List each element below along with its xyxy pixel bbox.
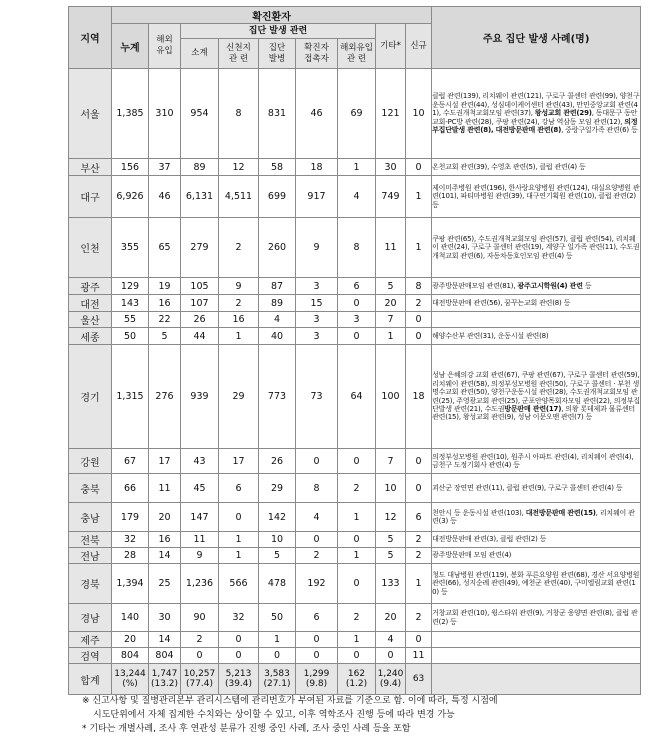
header-confirmed: 확진환자 <box>112 7 432 24</box>
footnote-1: ※ 신고사항 및 질병관리본부 관리시스템에 관리번호가 부여된 자료를 기준으로 함. 이에 따라, 특정 시점에 <box>82 696 498 706</box>
total-examples <box>432 664 641 695</box>
other-cell: 20 <box>376 295 406 312</box>
example-text: 대전방문판매 관련(56), 꿈꾸는교회 관련(8) 등 <box>432 298 571 307</box>
cumulative-cell: 50 <box>112 328 149 345</box>
subtotal-cell: 1,236 <box>181 564 219 604</box>
subtotal-cell: 6,131 <box>181 176 219 218</box>
examples-cell <box>432 604 641 632</box>
shincheonji-cell: 1 <box>219 532 259 548</box>
other-cell: 5 <box>376 532 406 548</box>
subtotal-cell: 43 <box>181 449 219 474</box>
shincheonji-cell: 0 <box>219 503 259 532</box>
region-cell: 세종 <box>69 328 112 345</box>
table-row <box>69 449 641 474</box>
examples-cell <box>432 312 641 328</box>
total-cumulative: 13,244 (%) <box>112 664 149 695</box>
header-new: 신규 <box>406 24 432 69</box>
overseas-cell: 14 <box>149 548 181 564</box>
header-cumulative: 누계 <box>112 24 149 69</box>
contact-cell: 73 <box>296 345 338 449</box>
region-cell: 충남 <box>69 503 112 532</box>
cluster-outbreak-cell: 1 <box>259 632 296 648</box>
shincheonji-cell: 12 <box>219 159 259 176</box>
subtotal-cell: 90 <box>181 604 219 632</box>
cumulative-cell: 804 <box>112 648 149 664</box>
cumulative-cell: 67 <box>112 449 149 474</box>
other-cell: 5 <box>376 548 406 564</box>
header-overseas-related: 해외유입 관 련 <box>338 39 376 69</box>
new-cell: 0 <box>406 312 432 328</box>
overseas-related-cell: 0 <box>338 328 376 345</box>
total-new: 63 <box>406 664 432 695</box>
overseas-related-cell: 1 <box>338 159 376 176</box>
table-row <box>69 564 641 604</box>
examples-cell <box>432 532 641 548</box>
other-cell: 1 <box>376 328 406 345</box>
other-cell: 100 <box>376 345 406 449</box>
subtotal-cell: 954 <box>181 69 219 159</box>
example-text: 클럽 관련(139), 리치웨이 관련(121), 구로구 콜센터 관련(99), 양천구운동시설 관련(44), 성심데이케어센터 관련(43), 만민중앙교회 관련(41), 수도권개척교회모임 관련(37), <box>432 92 640 118</box>
cumulative-cell: 143 <box>112 295 149 312</box>
table-row <box>69 176 641 218</box>
total-other: 1,240 (9.4) <box>376 664 406 695</box>
example-text: 괴산군 장연면 관련(11), 클럽 관련(9), 구로구 콜센터 관련(4) 등 <box>432 483 623 492</box>
cumulative-cell: 1,385 <box>112 69 149 159</box>
cumulative-cell: 355 <box>112 218 149 278</box>
shincheonji-cell: 4,511 <box>219 176 259 218</box>
shincheonji-cell: 2 <box>219 218 259 278</box>
example-highlight: 왕성교회 관련(29) <box>534 109 592 118</box>
cumulative-cell: 6,926 <box>112 176 149 218</box>
other-cell: 20 <box>376 604 406 632</box>
examples-cell <box>432 278 641 295</box>
overseas-related-cell: 2 <box>338 604 376 632</box>
contact-cell: 9 <box>296 218 338 278</box>
region-cell: 대구 <box>69 176 112 218</box>
subtotal-cell: 147 <box>181 503 219 532</box>
other-cell: 133 <box>376 564 406 604</box>
examples-cell <box>432 449 641 474</box>
header-shincheonji: 신천지 관 련 <box>219 39 259 69</box>
total-overseas-related: 162 (1.2) <box>338 664 376 695</box>
total-subtotal: 10,257 (77.4) <box>181 664 219 695</box>
header-other: 기타* <box>376 24 406 69</box>
contact-cell: 0 <box>296 648 338 664</box>
overseas-cell: 22 <box>149 312 181 328</box>
new-cell: 0 <box>406 449 432 474</box>
cluster-outbreak-cell: 10 <box>259 532 296 548</box>
cluster-outbreak-cell: 50 <box>259 604 296 632</box>
contact-cell: 917 <box>296 176 338 218</box>
overseas-related-cell: 64 <box>338 345 376 449</box>
confirmed-cases-table <box>68 6 641 695</box>
examples-cell <box>432 218 641 278</box>
other-cell: 30 <box>376 159 406 176</box>
example-text: 의정부성모병원 관련(10), 원주시 아파트 관련(4), 리치웨이 관련(4), 금천구 도정기회사 관련(4) 등 <box>432 452 634 469</box>
examples-cell <box>432 648 641 664</box>
other-cell: 7 <box>376 312 406 328</box>
example-text: 광주방문판매모임 관련(81), <box>432 281 518 290</box>
table-row <box>69 345 641 449</box>
new-cell: 0 <box>406 328 432 345</box>
total-row <box>69 664 641 695</box>
overseas-related-cell: 1 <box>338 503 376 532</box>
new-cell: 6 <box>406 503 432 532</box>
cluster-outbreak-cell: 0 <box>259 648 296 664</box>
shincheonji-cell: 16 <box>219 312 259 328</box>
other-cell: 749 <box>376 176 406 218</box>
example-text: 성남 은혜의강 교회 관련(67), 쿠팡 관련(67), 구로구 콜센터 관련(59), 리치웨이 관련(58), 의정부성모병원 관련(50), 구로구 콜센터 · 부천 생명수교회 관련(50), 양천구운동시설 관련(28), 수도권개척교회모임 관련(25), 주영광교회 관련(25), 군포안양목회자모임 관련(22), 의정부집단발생 관련(21), 수도권 <box>432 371 640 413</box>
overseas-cell: 65 <box>149 218 181 278</box>
example-highlight: 방문판매 관련(17) <box>504 404 562 413</box>
other-cell: 121 <box>376 69 406 159</box>
overseas-related-cell: 0 <box>338 564 376 604</box>
other-cell: 7 <box>376 449 406 474</box>
region-cell: 대전 <box>69 295 112 312</box>
new-cell: 8 <box>406 278 432 295</box>
cumulative-cell: 55 <box>112 312 149 328</box>
table-row <box>69 312 641 328</box>
region-cell: 강원 <box>69 449 112 474</box>
subtotal-cell: 45 <box>181 474 219 503</box>
cluster-outbreak-cell: 29 <box>259 474 296 503</box>
new-cell: 18 <box>406 345 432 449</box>
table-row <box>69 328 641 345</box>
region-cell: 경남 <box>69 604 112 632</box>
header-examples: 주요 집단 발생 사례(명) <box>432 7 641 69</box>
total-label: 합계 <box>69 664 112 695</box>
contact-cell: 3 <box>296 328 338 345</box>
contact-cell: 3 <box>296 312 338 328</box>
subtotal-cell: 9 <box>181 548 219 564</box>
subtotal-cell: 0 <box>181 648 219 664</box>
subtotal-cell: 44 <box>181 328 219 345</box>
header-cluster-outbreak: 집단 발병 <box>259 39 296 69</box>
example-highlight: 대전방문판매 관련(15) <box>525 508 596 517</box>
table-row <box>69 548 641 564</box>
examples-cell <box>432 295 641 312</box>
overseas-cell: 16 <box>149 295 181 312</box>
region-cell: 서울 <box>69 69 112 159</box>
cluster-outbreak-cell: 58 <box>259 159 296 176</box>
footnotes <box>82 694 642 736</box>
example-text: 제이미주병원 관련(196), 한사랑요양병원 관련(124), 대실요양병원 관련(101), 파티마병원 관련(39), 대구연기획원 관련(10), 클럽 관련(2) 등 <box>432 183 640 209</box>
example-text: 온천교회 관련(39), 수영초 관련(5), 클럽 관련(4) 등 <box>432 162 586 171</box>
subtotal-cell: 89 <box>181 159 219 176</box>
example-text: 거창교회 관련(10), 윙스타워 관련(9), 거창군 웅양면 관련(8), 클럽 관련(2) 등 <box>432 609 638 626</box>
overseas-related-cell: 1 <box>338 632 376 648</box>
table-row <box>69 278 641 295</box>
other-cell: 12 <box>376 503 406 532</box>
total-shincheonji: 5,213 (39.4) <box>219 664 259 695</box>
cumulative-cell: 32 <box>112 532 149 548</box>
examples-cell <box>432 548 641 564</box>
region-cell: 부산 <box>69 159 112 176</box>
cumulative-cell: 1,394 <box>112 564 149 604</box>
overseas-related-cell: 6 <box>338 278 376 295</box>
contact-cell: 0 <box>296 449 338 474</box>
example-highlight: 광주고시학원(4) 관련 <box>517 281 583 290</box>
overseas-related-cell: 0 <box>338 295 376 312</box>
cumulative-cell: 28 <box>112 548 149 564</box>
shincheonji-cell: 1 <box>219 328 259 345</box>
contact-cell: 46 <box>296 69 338 159</box>
example-text: , 중랑구일가족 관련(6) 등 <box>561 126 638 135</box>
subtotal-cell: 939 <box>181 345 219 449</box>
subtotal-cell: 2 <box>181 632 219 648</box>
subtotal-cell: 105 <box>181 278 219 295</box>
cluster-outbreak-cell: 89 <box>259 295 296 312</box>
examples-cell <box>432 328 641 345</box>
overseas-cell: 25 <box>149 564 181 604</box>
overseas-cell: 14 <box>149 632 181 648</box>
shincheonji-cell: 32 <box>219 604 259 632</box>
subtotal-cell: 107 <box>181 295 219 312</box>
region-cell: 광주 <box>69 278 112 295</box>
cumulative-cell: 140 <box>112 604 149 632</box>
overseas-related-cell: 0 <box>338 648 376 664</box>
cluster-outbreak-cell: 87 <box>259 278 296 295</box>
header-region: 지역 <box>69 7 112 69</box>
shincheonji-cell: 17 <box>219 449 259 474</box>
cumulative-cell: 156 <box>112 159 149 176</box>
cumulative-cell: 20 <box>112 632 149 648</box>
other-cell: 10 <box>376 474 406 503</box>
overseas-related-cell: 0 <box>338 532 376 548</box>
contact-cell: 2 <box>296 548 338 564</box>
subtotal-cell: 279 <box>181 218 219 278</box>
table-row <box>69 159 641 176</box>
overseas-cell: 310 <box>149 69 181 159</box>
example-highlight: 의정부집단발생 관련(8), 대전방문판매 관련(8) <box>432 117 638 135</box>
shincheonji-cell: 0 <box>219 648 259 664</box>
shincheonji-cell: 1 <box>219 548 259 564</box>
example-text: , 동대문구 동안교회-PC방 관련(28), 쿠팡 관련(24), 강남 역삼동 모임 관련(12), <box>432 109 638 126</box>
new-cell: 0 <box>406 632 432 648</box>
contact-cell: 192 <box>296 564 338 604</box>
cumulative-cell: 66 <box>112 474 149 503</box>
overseas-cell: 46 <box>149 176 181 218</box>
shincheonji-cell: 566 <box>219 564 259 604</box>
footnote-3: * 기타는 개별사례, 조사 후 연관성 분류가 진행 중인 사례, 조사 중인 사례 등을 포함 <box>82 724 411 734</box>
overseas-cell: 11 <box>149 474 181 503</box>
cluster-outbreak-cell: 831 <box>259 69 296 159</box>
table-row <box>69 532 641 548</box>
contact-cell: 15 <box>296 295 338 312</box>
shincheonji-cell: 29 <box>219 345 259 449</box>
cluster-outbreak-cell: 26 <box>259 449 296 474</box>
region-cell: 전남 <box>69 548 112 564</box>
cluster-outbreak-cell: 5 <box>259 548 296 564</box>
cumulative-cell: 129 <box>112 278 149 295</box>
shincheonji-cell: 0 <box>219 632 259 648</box>
overseas-related-cell: 3 <box>338 312 376 328</box>
overseas-related-cell: 4 <box>338 176 376 218</box>
examples-cell <box>432 632 641 648</box>
region-cell: 충북 <box>69 474 112 503</box>
new-cell: 2 <box>406 548 432 564</box>
table-row <box>69 648 641 664</box>
new-cell: 11 <box>406 648 432 664</box>
cumulative-cell: 1,315 <box>112 345 149 449</box>
overseas-related-cell: 69 <box>338 69 376 159</box>
new-cell: 1 <box>406 564 432 604</box>
new-cell: 0 <box>406 474 432 503</box>
other-cell: 0 <box>376 648 406 664</box>
examples-cell <box>432 69 641 159</box>
table-row <box>69 503 641 532</box>
new-cell: 1 <box>406 218 432 278</box>
contact-cell: 8 <box>296 474 338 503</box>
header-overseas: 해외 유입 <box>149 24 181 69</box>
region-cell: 제주 <box>69 632 112 648</box>
total-overseas: 1,747 (13.2) <box>149 664 181 695</box>
example-text: 등 <box>582 281 592 290</box>
table-row <box>69 604 641 632</box>
region-cell: 전북 <box>69 532 112 548</box>
overseas-cell: 20 <box>149 503 181 532</box>
header-contact: 확진자 접촉자 <box>296 39 338 69</box>
overseas-related-cell: 8 <box>338 218 376 278</box>
cumulative-cell: 179 <box>112 503 149 532</box>
new-cell: 0 <box>406 159 432 176</box>
overseas-cell: 16 <box>149 532 181 548</box>
examples-cell <box>432 345 641 449</box>
cluster-outbreak-cell: 699 <box>259 176 296 218</box>
shincheonji-cell: 2 <box>219 295 259 312</box>
footnote-2: 시도단위에서 자체 집계한 수치와는 상이할 수 있고, 이후 역학조사 진행 등에 따라 변경 가능 <box>93 710 455 720</box>
table-row <box>69 218 641 278</box>
cluster-outbreak-cell: 4 <box>259 312 296 328</box>
contact-cell: 0 <box>296 532 338 548</box>
region-cell: 인천 <box>69 218 112 278</box>
overseas-related-cell: 2 <box>338 474 376 503</box>
example-text: , 리치웨이 관련(3) 등 <box>432 508 635 525</box>
cluster-outbreak-cell: 40 <box>259 328 296 345</box>
cluster-outbreak-cell: 260 <box>259 218 296 278</box>
cluster-outbreak-cell: 478 <box>259 564 296 604</box>
other-cell: 4 <box>376 632 406 648</box>
table-row <box>69 295 641 312</box>
table-row <box>69 69 641 159</box>
examples-cell <box>432 159 641 176</box>
shincheonji-cell: 6 <box>219 474 259 503</box>
cluster-outbreak-cell: 142 <box>259 503 296 532</box>
new-cell: 10 <box>406 69 432 159</box>
region-cell: 경기 <box>69 345 112 449</box>
overseas-cell: 17 <box>149 449 181 474</box>
overseas-cell: 37 <box>149 159 181 176</box>
table-row <box>69 632 641 648</box>
shincheonji-cell: 8 <box>219 69 259 159</box>
example-text: 쿠팡 관련(65), 수도권개척교회모임 관련(57), 클럽 관련(54), 리치웨이 관련(24), 구로구 콜센터 관련(19), 계양구 일가족 관련(11), 수도권개척교회 관련(6), 자동차동호인모임 관련(4) 등 <box>432 234 640 260</box>
overseas-cell: 5 <box>149 328 181 345</box>
region-cell: 검역 <box>69 648 112 664</box>
new-cell: 2 <box>406 295 432 312</box>
total-contact: 1,299 (9.8) <box>296 664 338 695</box>
new-cell: 1 <box>406 176 432 218</box>
table-row <box>69 474 641 503</box>
other-cell: 11 <box>376 218 406 278</box>
example-text: 천안시 등 운동시설 관련(103), <box>432 508 526 517</box>
overseas-cell: 19 <box>149 278 181 295</box>
header-cluster: 집단 발생 관련 <box>181 24 376 39</box>
subtotal-cell: 11 <box>181 532 219 548</box>
overseas-related-cell: 1 <box>338 548 376 564</box>
overseas-cell: 804 <box>149 648 181 664</box>
example-text: 광주방문판매 모임 관련(4) <box>432 551 512 560</box>
example-text: 대전방문판매 관련(3), 클럽 관련(2) 등 <box>432 535 547 544</box>
new-cell: 2 <box>406 604 432 632</box>
cluster-outbreak-cell: 773 <box>259 345 296 449</box>
shincheonji-cell: 9 <box>219 278 259 295</box>
total-cluster-outbreak: 3,583 (27.1) <box>259 664 296 695</box>
subtotal-cell: 26 <box>181 312 219 328</box>
contact-cell: 4 <box>296 503 338 532</box>
examples-cell <box>432 503 641 532</box>
examples-cell <box>432 474 641 503</box>
header-subtotal: 소계 <box>181 39 219 69</box>
example-text: 해양수산부 관련(31), 운동시설 관련(8) <box>432 331 549 340</box>
other-cell: 5 <box>376 278 406 295</box>
overseas-related-cell: 0 <box>338 449 376 474</box>
examples-cell <box>432 564 641 604</box>
examples-cell <box>432 176 641 218</box>
overseas-cell: 30 <box>149 604 181 632</box>
contact-cell: 6 <box>296 604 338 632</box>
overseas-cell: 276 <box>149 345 181 449</box>
contact-cell: 18 <box>296 159 338 176</box>
region-cell: 울산 <box>69 312 112 328</box>
region-cell: 경북 <box>69 564 112 604</box>
contact-cell: 3 <box>296 278 338 295</box>
new-cell: 2 <box>406 532 432 548</box>
example-text: , 의왕 롯데제과 물류센터 관련(15), 왕성교회 관련(9), 성남 이문오맨 관련(7) 등 <box>432 404 635 422</box>
example-text: 청도 대남병원 관련(119), 봉화 푸른요양원 관련(68), 경산 서요양병원 관련(66), 성지순례 관련(49), 예천군 관련(40), 구미엘림교회 관련(10) 등 <box>432 570 640 596</box>
contact-cell: 0 <box>296 632 338 648</box>
